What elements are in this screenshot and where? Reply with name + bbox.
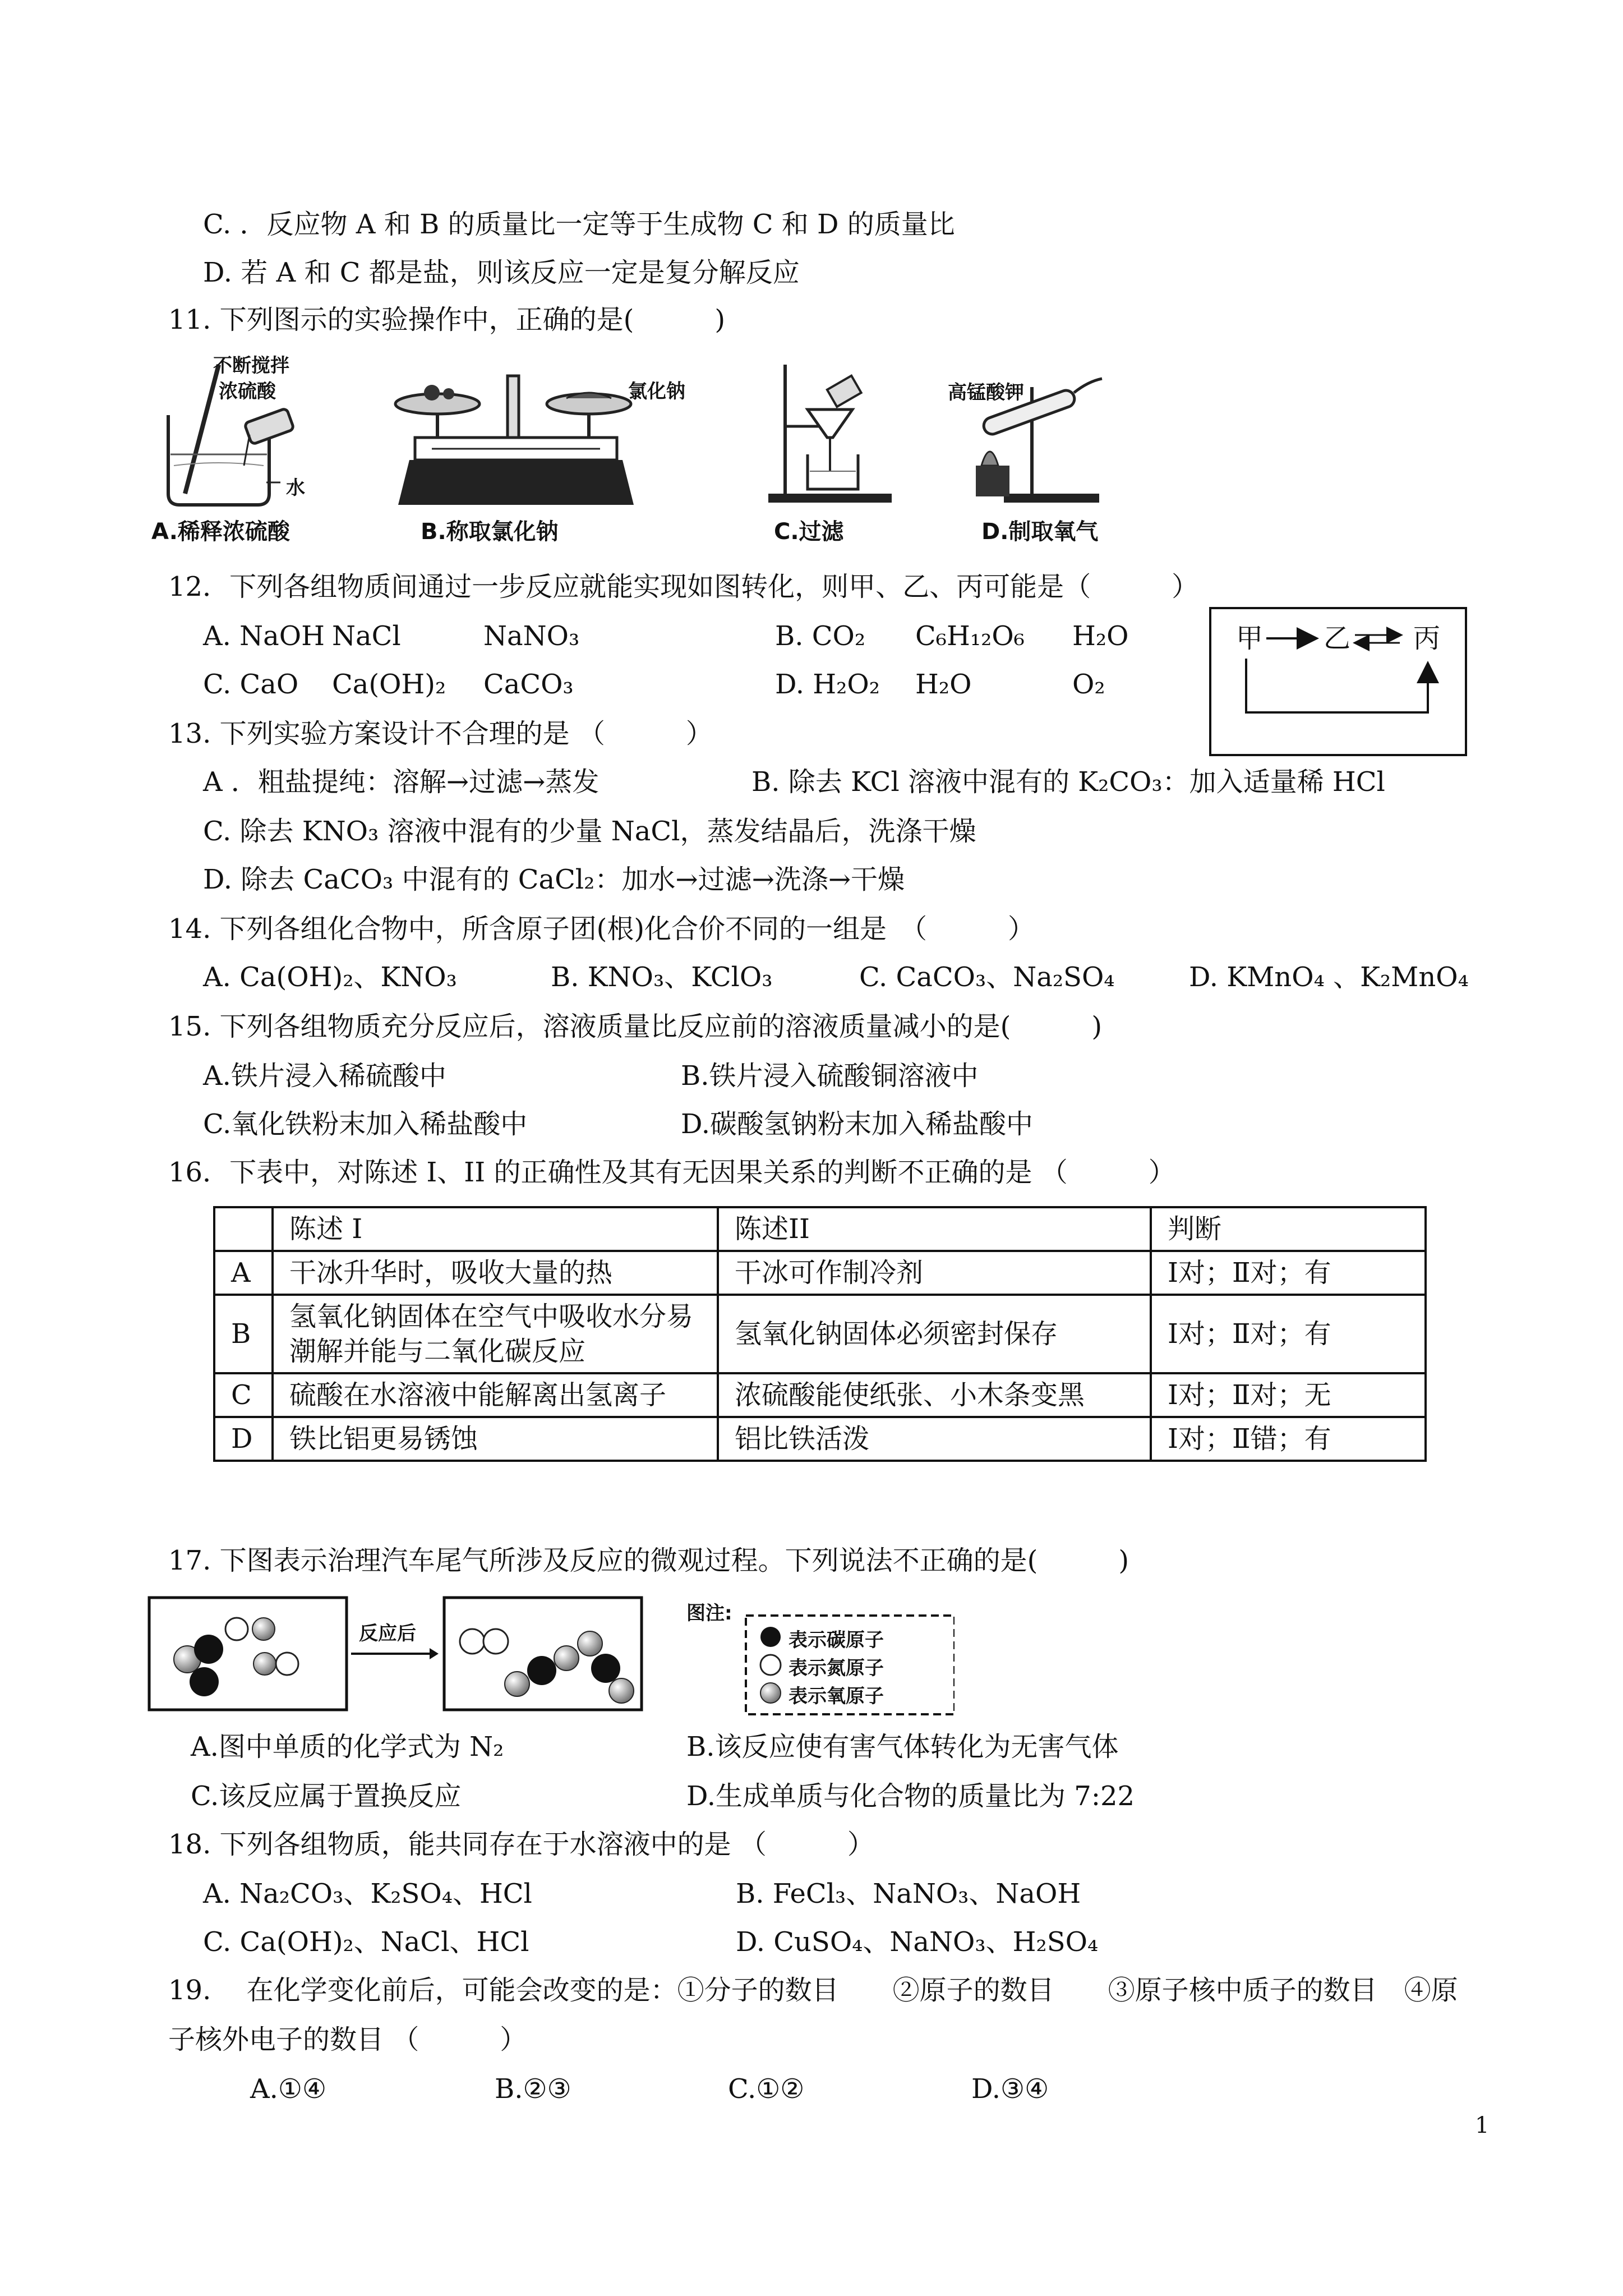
q15-option-b: B.铁片浸入硫酸铜溶液中 <box>681 1060 979 1092</box>
q14-stem: 14. 下列各组化合物中，所含原子团(根)化合价不同的一组是 （ ） <box>168 913 1035 945</box>
q17-option-d: D.生成单质与化合物的质量比为 7:22 <box>686 1780 1135 1812</box>
label-stir: 不断搅拌 <box>213 355 289 377</box>
q14-option-b: B. KNO₃、KClO₃ <box>551 961 773 993</box>
q12-b-1: B. CO₂ <box>775 620 866 652</box>
label-water: 水 <box>286 477 305 499</box>
table-cell: Ⅰ对；Ⅱ对；无 <box>1151 1373 1426 1417</box>
q12-b-2: C₆H₁₂O₆ <box>915 620 1025 652</box>
figure-oxygen-prep <box>948 353 1161 544</box>
q15-option-c: C.氧化铁粉末加入稀盐酸中 <box>203 1108 528 1140</box>
table-cell: 浓硫酸能使纸张、小木条变黑 <box>718 1373 1151 1417</box>
table-cell: 铝比铁活泼 <box>718 1417 1151 1461</box>
q12-a-2: NaCl <box>332 620 401 652</box>
label-kmno4: 高锰酸钾 <box>948 381 1024 404</box>
label-after-reaction: 反应后 <box>359 1622 416 1645</box>
q12-c-2: Ca(OH)₂ <box>332 669 446 700</box>
q13-stem: 13. 下列实验方案设计不合理的是 （ ） <box>168 718 713 749</box>
q17-option-a: A.图中单质的化学式为 N₂ <box>191 1731 504 1763</box>
label-nacl: 氯化钠 <box>628 380 685 403</box>
q17-option-b: B.该反应使有害气体转化为无害气体 <box>686 1731 1119 1763</box>
row-label: A <box>214 1251 273 1295</box>
q15-option-d: D.碳酸氢钠粉末加入稀盐酸中 <box>681 1108 1034 1140</box>
q18-option-c: C. Ca(OH)₂、NaCl、HCl <box>203 1926 529 1958</box>
row-label: B <box>214 1295 273 1373</box>
table-cell: 硫酸在水溶液中能解离出氢离子 <box>273 1373 718 1417</box>
q11-stem: 11. 下列图示的实验操作中，正确的是( ) <box>168 304 726 335</box>
table-cell: Ⅰ对；Ⅱ错；有 <box>1151 1417 1426 1461</box>
q12-d-1: D. H₂O₂ <box>775 669 880 700</box>
q17-stem: 17. 下图表示治理汽车尾气所涉及反应的微观过程。下列说法不正确的是( ) <box>168 1545 1129 1576</box>
q12-a-3: NaNO₃ <box>483 620 580 652</box>
table-cell: 干冰可作制冷剂 <box>718 1251 1151 1295</box>
q12-c-3: CaCO₃ <box>483 669 574 700</box>
q14-option-a: A. Ca(OH)₂、KNO₃ <box>203 961 457 993</box>
caption-a: A.稀释浓硫酸 <box>151 519 290 545</box>
caption-d: D.制取氧气 <box>981 519 1099 545</box>
header-cell <box>214 1207 273 1251</box>
q14-option-d: D. KMnO₄ 、K₂MnO₄ <box>1189 961 1469 993</box>
q12-options-ab <box>203 619 1128 653</box>
table-cell: 氢氧化钠固体在空气中吸收水分易潮解并能与二氧化碳反应 <box>273 1295 718 1373</box>
legend-carbon: 表示碳原子 <box>789 1629 884 1651</box>
table-cell: 铁比铝更易锈蚀 <box>273 1417 718 1461</box>
q12-c-1: C. CaO <box>203 669 299 700</box>
q17-molecule-diagram <box>147 1592 955 1715</box>
caption-c: C.过滤 <box>774 519 844 545</box>
q12-a-1: A. NaOH <box>203 620 325 652</box>
row-label: C <box>214 1373 273 1417</box>
label-conc-acid: 浓硫酸 <box>219 380 276 403</box>
q12-b-3: H₂O <box>1072 620 1129 652</box>
q10-option-c: C. ．反应物 A 和 B 的质量比一定等于生成物 C 和 D 的质量比 <box>203 209 955 240</box>
q18-stem: 18. 下列各组物质，能共同存在于水溶液中的是 （ ） <box>168 1829 874 1860</box>
page-number: 1 <box>1475 2113 1490 2138</box>
table-cell: Ⅰ对；Ⅱ对；有 <box>1151 1251 1426 1295</box>
header-cell: 陈述II <box>718 1207 1151 1251</box>
header-cell: 陈述 I <box>273 1207 718 1251</box>
q15-stem: 15. 下列各组物质充分反应后，溶液质量比反应前的溶液质量减小的是( ) <box>168 1011 1103 1042</box>
row-label: D <box>214 1417 273 1461</box>
q10-option-d: D. 若 A 和 C 都是盐，则该反应一定是复分解反应 <box>203 257 800 288</box>
q13-option-c: C. 除去 KNO₃ 溶液中混有的少量 NaCl，蒸发结晶后，洗涤干燥 <box>203 816 976 847</box>
q12-options-cd <box>203 668 1105 701</box>
q14-option-c: C. CaCO₃、Na₂SO₄ <box>859 961 1115 993</box>
q19-option-d: D.③④ <box>971 2073 1049 2105</box>
table-row <box>214 1417 1426 1461</box>
q18-option-d: D. CuSO₄、NaNO₃、H₂SO₄ <box>736 1926 1099 1958</box>
table-cell: 干冰升华时，吸收大量的热 <box>273 1251 718 1295</box>
table-header-row <box>214 1207 1426 1251</box>
q13-option-b: B. 除去 KCl 溶液中混有的 K₂CO₃：加入适量稀 HCl <box>751 766 1385 798</box>
legend-nitrogen: 表示氮原子 <box>789 1657 884 1680</box>
q16-table <box>213 1206 1427 1462</box>
q18-option-a: A. Na₂CO₃、K₂SO₄、HCl <box>203 1878 532 1910</box>
q12-conversion-diagram <box>1209 607 1467 756</box>
q12-d-3: O₂ <box>1072 669 1105 700</box>
diagram-jia: 甲 <box>1236 623 1264 654</box>
table-row <box>214 1295 1426 1373</box>
table-cell: Ⅰ对；Ⅱ对；有 <box>1151 1295 1426 1373</box>
q19-line-1: 19. 在化学变化前后，可能会改变的是：①分子的数目 ②原子的数目 ③原子核中质子的数目 ④原 <box>168 1975 1458 2006</box>
header-cell: 判断 <box>1151 1207 1426 1251</box>
legend-title: 图注: <box>686 1602 732 1625</box>
caption-b: B.称取氯化钠 <box>421 519 559 545</box>
q19-option-b: B.②③ <box>495 2073 571 2105</box>
q15-option-a: A.铁片浸入稀硫酸中 <box>203 1060 446 1092</box>
q13-option-a: A ．粗盐提纯：溶解→过滤→蒸发 <box>203 766 600 798</box>
q16-stem: 16．下表中，对陈述 I、II 的正确性及其有无因果关系的判断不正确的是 （ ） <box>168 1157 1175 1188</box>
legend-oxygen: 表示氧原子 <box>789 1685 884 1708</box>
table-row <box>214 1373 1426 1417</box>
q19-line-2: 子核外电子的数目 （ ） <box>168 2024 527 2055</box>
q17-option-c: C.该反应属于置换反应 <box>191 1780 462 1812</box>
q19-option-a: A.①④ <box>250 2073 326 2105</box>
diagram-yi: 乙 <box>1324 623 1351 654</box>
q12-d-2: H₂O <box>915 669 972 700</box>
q18-option-b: B. FeCl₃、NaNO₃、NaOH <box>736 1878 1081 1910</box>
q13-option-d: D. 除去 CaCO₃ 中混有的 CaCl₂：加水→过滤→洗涤→干燥 <box>203 864 905 895</box>
q19-option-c: C.①② <box>728 2073 805 2105</box>
q12-stem: 12．下列各组物质间通过一步反应就能实现如图转化，则甲、乙、丙可能是（ ） <box>168 571 1199 602</box>
diagram-bing: 丙 <box>1413 623 1441 654</box>
figure-filtration <box>763 359 909 544</box>
figure-balance <box>387 359 723 544</box>
diagram-arrows <box>1209 607 1467 756</box>
figure-dilute-acid <box>151 353 336 544</box>
table-cell: 氢氧化钠固体必须密封保存 <box>718 1295 1151 1373</box>
table-row <box>214 1251 1426 1295</box>
